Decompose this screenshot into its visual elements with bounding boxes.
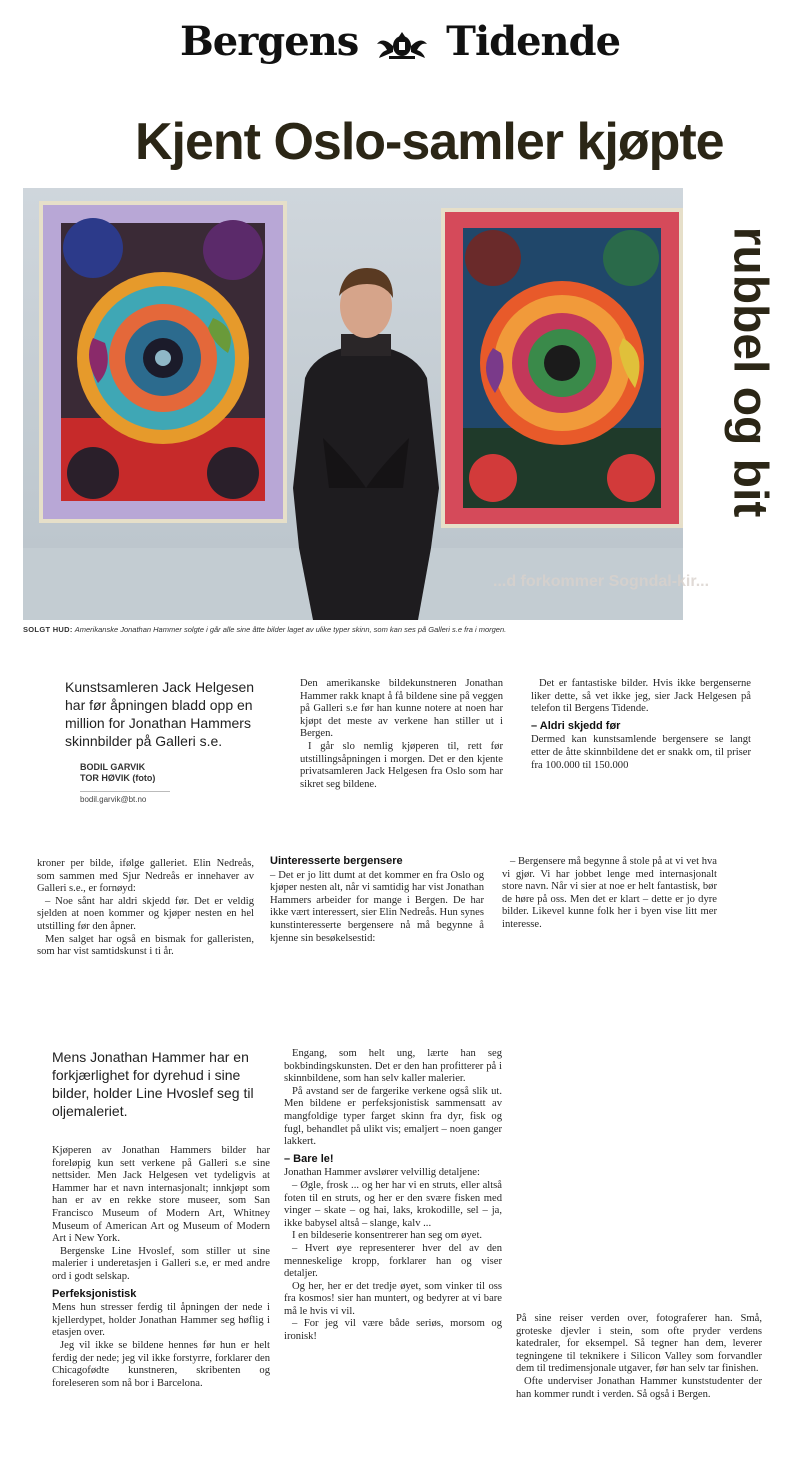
subheading: – Aldri skjedd før — [531, 719, 621, 732]
background-wall-text: ...d forkommer Sogndal-kir... — [493, 573, 710, 590]
photo-caption — [23, 625, 683, 634]
subheading: Uinteresserte bergensere — [270, 855, 403, 867]
article-photo — [23, 188, 710, 620]
paragraph: Kjøperen av Jonathan Hammers bilder har foreløpig kun sett verkene på Galleri s.e sine nettsider. Men Jack Helgesen vet tydeligvis at Hammer har et navn internasjonalt; innkjøpt som han er av en rekke store museer, som San Francisco Museum of Modern Art, Whitney Museum of American Art og Museum of Modern Art i New York. — [52, 1145, 270, 1245]
masthead-right: Tidende — [446, 18, 621, 65]
paragraph: I går slo nemlig kjøperen til, rett før utstillingsåpningen i morgen. Det er den kjente privatsamleren Jack Helgesen fra Oslo som har sikret seg bildene. — [300, 740, 503, 790]
paragraph: I en bildeserie konsentrerer han seg om øyet. — [292, 1230, 483, 1242]
article2-column2 — [284, 1048, 502, 1344]
subheading: Perfeksjonistisk — [52, 1287, 137, 1300]
paragraph: Jonathan Hammer avslører velvillig detaljene: — [284, 1167, 480, 1179]
left-painting — [41, 203, 285, 521]
paragraph: – Det er jo litt dumt at det kommer en fra Oslo og kjøper nesten alt, når vi samtidig har vist Jonathan Hammers arbeider for mange i Bergen. De har ikke vært interessert, sier Elin Nedreås. Hun synes kunstinteresserte bergensere nå må begynne å kjenne sin besøkelsestid: — [270, 869, 484, 944]
article2-lead: Mens Jonathan Hammer har en forkjærlighet for dyrehud i sine bilder, holder Line Hvoslef seg til oljemaleriet. — [52, 1049, 254, 1119]
paragraph: Engang, som helt ung, lærte han seg bokbindingskunsten. Det er den han profitterer på i skinnbildene, som han selv kaller malerier. — [284, 1048, 502, 1085]
paragraph: Og her, her er det tredje øyet, som vinker til oss fra kosmos! sier han muntert, og bedyrer at vi bare må le hvis vi vil. — [284, 1280, 502, 1317]
article1-column2 — [300, 678, 503, 791]
paragraph: På sine reiser verden over, fotograferer han. Små, groteske djevler i stein, som ofte pryder verdens katedraler, for eksempel. Så tegner han dem, leverer tegningene til teknikere i Silicon Valley som forvandler dem til tredimensjonale utgaver, før han selv tar finishen. — [516, 1313, 762, 1375]
paragraph: På avstand ser de fargerike verkene også slik ut. Men bildene er perfeksjonistisk sammensatt av mangfoldige typer farget skinn fra dyr, fisk og fugl, behandlet på ulikt vis; emaljert – noen ganger lakkert. — [284, 1085, 502, 1148]
article2-column1 — [52, 1145, 270, 1390]
article1-column3 — [531, 678, 751, 772]
caption-label: SOLGT HUD: — [23, 625, 73, 634]
masthead — [0, 18, 800, 65]
photo-illustration — [23, 188, 710, 620]
paragraph: Mens hun stresser ferdig til åpningen der nede i kjellerdypet, holder Jonathan Hammer seg høflig i etasjen over. — [52, 1302, 270, 1339]
headline: Kjent Oslo-samler kjøpte — [135, 113, 724, 171]
vertical-headline-text: rubbel og bit — [723, 226, 777, 518]
article1-block1 — [37, 858, 254, 959]
crest-icon — [375, 30, 429, 60]
subheading: – Bare le! — [284, 1152, 334, 1165]
article1-lead: Kunstsamleren Jack Helgesen har før åpningen bladd opp en million for Jonathan Hammers skinnbilder på Galleri s.e. — [65, 679, 255, 749]
article1-byline1: BODIL GARVIK — [80, 762, 146, 772]
paragraph: – Noe sånt har aldri skjedd før. Det er veldig sjelden at noen kommer og kjøper nesten en hel utstilling før den åpner. — [37, 895, 254, 932]
paragraph: – Bergensere må begynne å stole på at vi vet hva vi gjør. Vi har jobbet lenge med internasjonalt store navn. Når vi sier at noe er helt fantastisk, bør de høre på oss. Men det er klart – dette er jo dyre bilder. Likevel kunne folk her i byen vise litt mer interesse. — [502, 856, 717, 930]
paragraph: – Hvert øye representerer hver del av den menneskelige kropp, forklarer han og viser detaljer. — [284, 1242, 502, 1280]
right-painting — [443, 210, 681, 526]
paragraph: Den amerikanske bildekunstneren Jonathan Hammer rakk knapt å få bildene sine på veggen på Galleri s.e før han kunne notere at noen har kjøpt det meste av verkene han stiller ut i Bergen. — [300, 678, 503, 740]
article1-block2 — [270, 855, 484, 945]
byline-rule — [80, 791, 170, 792]
author-email[interactable]: bodil.garvik@bt.no — [80, 795, 147, 804]
masthead-left: Bergens — [179, 18, 359, 65]
paragraph: – For jeg vil være både seriøs, morsom og ironisk! — [284, 1318, 502, 1343]
paragraph: Dermed kan kunstsamlende bergensere se langt etter de åtte skinnbildene det er snakk om, til priser fra 100.000 til 150.000 — [531, 734, 751, 771]
paragraph: kroner per bilde, ifølge galleriet. Elin Nedreås, som sammen med Sjur Nedreås er innehaver av Galleri s.e., er fornøyd: — [37, 858, 254, 895]
paragraph: Men salget har også en bismak for galleristen, som har vist samtidskunst i ti år. — [37, 933, 254, 958]
vertical-headline — [700, 222, 800, 522]
caption-text: Amerikanske Jonathan Hammer solgte i går alle sine åtte bilder laget av ulike typer skinn, som kan ses på Galleri s.e fra i morgen. — [74, 625, 507, 634]
paragraph: Det er fantastiske bilder. Hvis ikke bergenserne liker dette, så vet ikke jeg, sier Jack Helgesen på telefon til Bergens Tidende. — [531, 678, 751, 715]
article1-byline2: TOR HØVIK (foto) — [80, 773, 156, 783]
article2-column3 — [516, 1313, 762, 1401]
paragraph: Bergenske Line Hvoslef, som stiller ut sine malerier i underetasjen i Galleri s.e, er med andre ord i godt selskap. — [52, 1245, 270, 1282]
paragraph: – Øgle, frosk ... og her har vi en struts, eller altså foten til en struts, og her er den svære fisken med vinger – skate – og hai, laks, krokodille, sel – ja, ikke babysel altså – slange, kalv ... — [284, 1179, 502, 1229]
article1-block3 — [502, 856, 717, 932]
paragraph: Jeg vil ikke se bildene hennes før hun er helt ferdig der nede; jeg vil ikke forstyrre, forklarer den Chicagofødte kunstneren, skribenten og foreleseren som nå bor i Barcelona. — [52, 1339, 270, 1389]
paragraph: Ofte underviser Jonathan Hammer kunststudenter der han kommer rundt i verden. Så også i Bergen. — [516, 1375, 762, 1400]
